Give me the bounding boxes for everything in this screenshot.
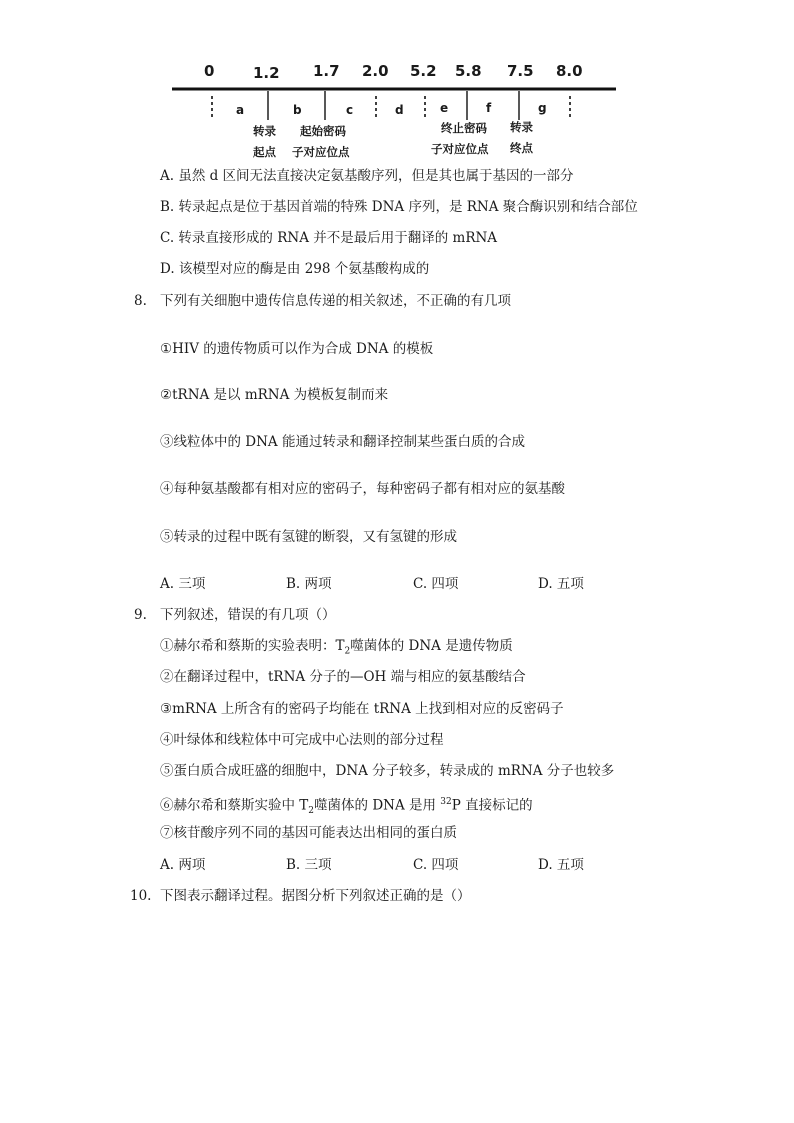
label-transcription-end-line1: 转录 (510, 120, 533, 134)
q10-number: 10. (130, 888, 152, 904)
q8-statement-2: ②tRNA 是以 mRNA 为模板复制而来 (160, 387, 389, 403)
q9-choice-d: D. 五项 (538, 857, 584, 873)
label-stop-codon-line2: 子对应位点 (431, 142, 489, 156)
label-start-codon-line1: 起始密码 (300, 124, 346, 138)
q9-choice-c: C. 四项 (413, 857, 459, 873)
q8-statement-3: ③线粒体中的 DNA 能通过转录和翻译控制某些蛋白质的合成 (160, 434, 525, 450)
segment-d: d (395, 103, 404, 117)
scale-label-7: 8.0 (556, 62, 583, 80)
q9-statement-5: ⑤蛋白质合成旺盛的细胞中，DNA 分子较多，转录成的 mRNA 分子也较多 (160, 763, 615, 779)
segment-c: c (346, 103, 354, 117)
segment-f: f (486, 101, 492, 115)
q8-number: 8. (134, 293, 147, 309)
q9-statement-6: ⑥赫尔希和蔡斯实验中 $T_2$噬菌体的 DNA 是用 $^{32}$P 直接标记的 (160, 797, 533, 817)
q8-choice-b: B. 两项 (286, 576, 332, 592)
scale-label-4: 5.2 (410, 62, 437, 80)
segment-e: e (440, 101, 449, 115)
q10-stem: 下图表示翻译过程。据图分析下列叙述正确的是（） (160, 888, 471, 904)
q8-stem: 下列有关细胞中遗传信息传递的相关叙述，不正确的有几项 (160, 293, 511, 309)
label-transcription-start-line2: 起点 (253, 145, 276, 159)
segment-g: g (538, 101, 547, 115)
segment-b: b (293, 103, 302, 117)
q9-statement-2: ②在翻译过程中，tRNA 分子的—OH 端与相应的氨基酸结合 (160, 669, 526, 685)
q8-choice-c: C. 四项 (413, 576, 459, 592)
scale-label-2: 1.7 (313, 62, 340, 80)
label-transcription-start-line1: 转录 (253, 124, 276, 138)
q7-option-d: D. 该模型对应的酶是由 298 个氨基酸构成的 (160, 261, 430, 277)
q7-option-b: B. 转录起点是位于基因首端的特殊 DNA 序列，是 RNA 聚合酶识别和结合部位 (160, 199, 638, 215)
gene-diagram-lines (0, 0, 794, 170)
q9-choice-a: A. 两项 (160, 857, 206, 873)
scale-label-0: 0 (204, 62, 215, 80)
label-stop-codon-line1: 终止密码 (441, 121, 487, 135)
label-transcription-end-line2: 终点 (510, 141, 533, 155)
q9-number: 9. (134, 607, 147, 623)
q9-statement-1: ①赫尔希和蔡斯的实验表明：$T_2$噬菌体的 DNA 是遗传物质 (160, 638, 513, 657)
label-start-codon-line2: 子对应位点 (292, 145, 350, 159)
q9-statement-3: ③mRNA 上所含有的密码子均能在 tRNA 上找到相对应的反密码子 (160, 701, 564, 717)
scale-label-5: 5.8 (455, 62, 482, 80)
q9-stem: 下列叙述，错误的有几项（） (160, 607, 336, 623)
q8-statement-1: ①HIV 的遗传物质可以作为合成 DNA 的模板 (160, 341, 434, 357)
q8-choice-a: A. 三项 (160, 576, 206, 592)
scale-label-1: 1.2 (253, 64, 280, 82)
scale-label-6: 7.5 (507, 62, 534, 80)
q8-statement-4: ④每种氨基酸都有相对应的密码子，每种密码子都有相对应的氨基酸 (160, 481, 565, 497)
q9-statement-7: ⑦核苷酸序列不同的基因可能表达出相同的蛋白质 (160, 825, 457, 841)
q7-option-c: C. 转录直接形成的 RNA 并不是最后用于翻译的 mRNA (160, 230, 498, 246)
q9-choice-b: B. 三项 (286, 857, 332, 873)
q8-choice-d: D. 五项 (538, 576, 584, 592)
q7-option-a: A. 虽然 d 区间无法直接决定氨基酸序列，但是其也属于基因的一部分 (160, 168, 574, 184)
q9-statement-4: ④叶绿体和线粒体中可完成中心法则的部分过程 (160, 732, 444, 748)
scale-label-3: 2.0 (362, 62, 389, 80)
segment-a: a (236, 103, 245, 117)
q8-statement-5: ⑤转录的过程中既有氢键的断裂，又有氢键的形成 (160, 529, 457, 545)
